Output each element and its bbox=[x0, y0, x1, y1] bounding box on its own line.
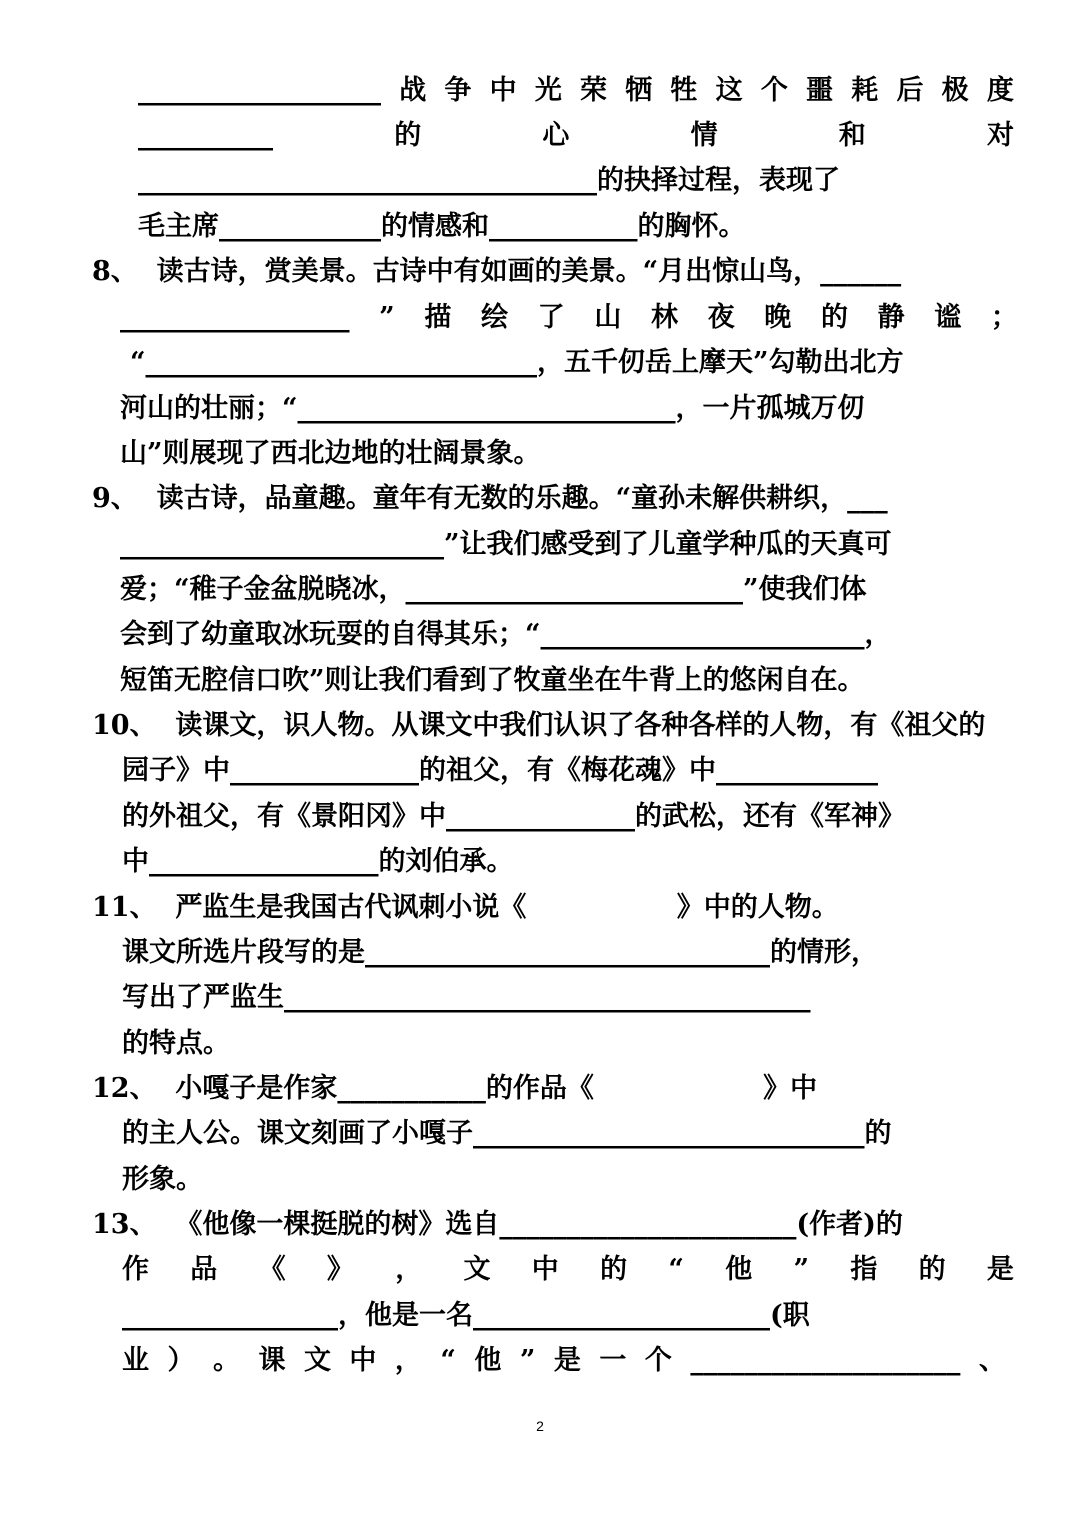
text-line-25: 形象。 bbox=[122, 1164, 203, 1195]
text-line-28: ________________，他是一名______________________(职 bbox=[122, 1300, 810, 1331]
page-number: 2 bbox=[536, 1418, 544, 1434]
text-line-18: 中_________________的刘伯承。 bbox=[122, 846, 514, 877]
question-10: 10、 读课文，识人物。从课文中我们认识了各种各样的人物，有《祖父的 bbox=[92, 710, 986, 741]
text-line-16: 园子》中______________的祖父，有《梅花魂》中____________ bbox=[122, 755, 878, 786]
question-11: 11、 严监生是我国古代讽刺小说《 》中的人物。 bbox=[92, 892, 839, 923]
text-line-12: 爱；“稚子金盆脱晓冰，_________________________”使我们体 bbox=[120, 574, 867, 605]
text-line-8: 河山的壮丽；“____________________________，一片孤城万仞 bbox=[120, 393, 865, 424]
text-line-13: 会到了幼童取冰玩耍的自得其乐；“________________________， bbox=[120, 619, 892, 650]
text-line-1: __________________ 战 争 中 光 荣 牺 牲 这 个 噩 耗 后 极 度 bbox=[138, 75, 1014, 106]
text-line-17: 的外祖父，有《景阳冈》中______________的武松，还有《军神》 bbox=[122, 801, 905, 832]
question-13: 13、 《他像一棵挺脱的树》选自______________________(作者)的 bbox=[92, 1209, 903, 1240]
text-line-22: 的特点。 bbox=[122, 1028, 230, 1059]
text-line-6: _________________ ” 描 绘 了 山 林 夜 晚 的 静 谧 ； bbox=[120, 302, 1018, 333]
text-line-9: 山”则展现了西北边地的壮阔景象。 bbox=[120, 438, 541, 469]
question-8: 8、 读古诗，赏美景。古诗中有如画的美景。“月出惊山鸟，______ bbox=[92, 256, 902, 287]
text-line-20: 课文所选片段写的是______________________________的情形， bbox=[122, 937, 878, 968]
text-line-14: 短笛无腔信口吹”则让我们看到了牧童坐在牛背上的悠闲自在。 bbox=[120, 665, 865, 696]
question-9: 9、 读古诗，品童趣。童年有无数的乐趣。“童孙未解供耕织，___ bbox=[92, 483, 888, 514]
question-12: 12、 小嘎子是作家___________的作品《 》中 bbox=[92, 1073, 818, 1104]
text-line-7: “_____________________________，五千仞岳上摩天”勾勒出北方 bbox=[130, 347, 904, 378]
text-line-27: 作 品 《 》 ， 文 中 的 “ 他 ” 指 的 是 bbox=[122, 1254, 1014, 1285]
text-line-29: 业 ） 。 课 文 中 ， “ 他 ” 是 一 个 ____________________ 、 bbox=[122, 1345, 1006, 1376]
text-line-21: 写出了严监生_______________________________________ bbox=[122, 982, 811, 1013]
text-line-3: __________________________________的抉择过程，表现了 bbox=[138, 165, 840, 196]
text-line-24: 的主人公。课文刻画了小嘎子_____________________________的 bbox=[122, 1118, 892, 1149]
text-line-4: 毛主席____________的情感和___________的胸怀。 bbox=[138, 211, 746, 242]
text-line-11: ________________________”让我们感受到了儿童学种瓜的天真可 bbox=[120, 529, 892, 560]
text-line-2: __________ 的 心 情 和 对 bbox=[138, 120, 1014, 151]
